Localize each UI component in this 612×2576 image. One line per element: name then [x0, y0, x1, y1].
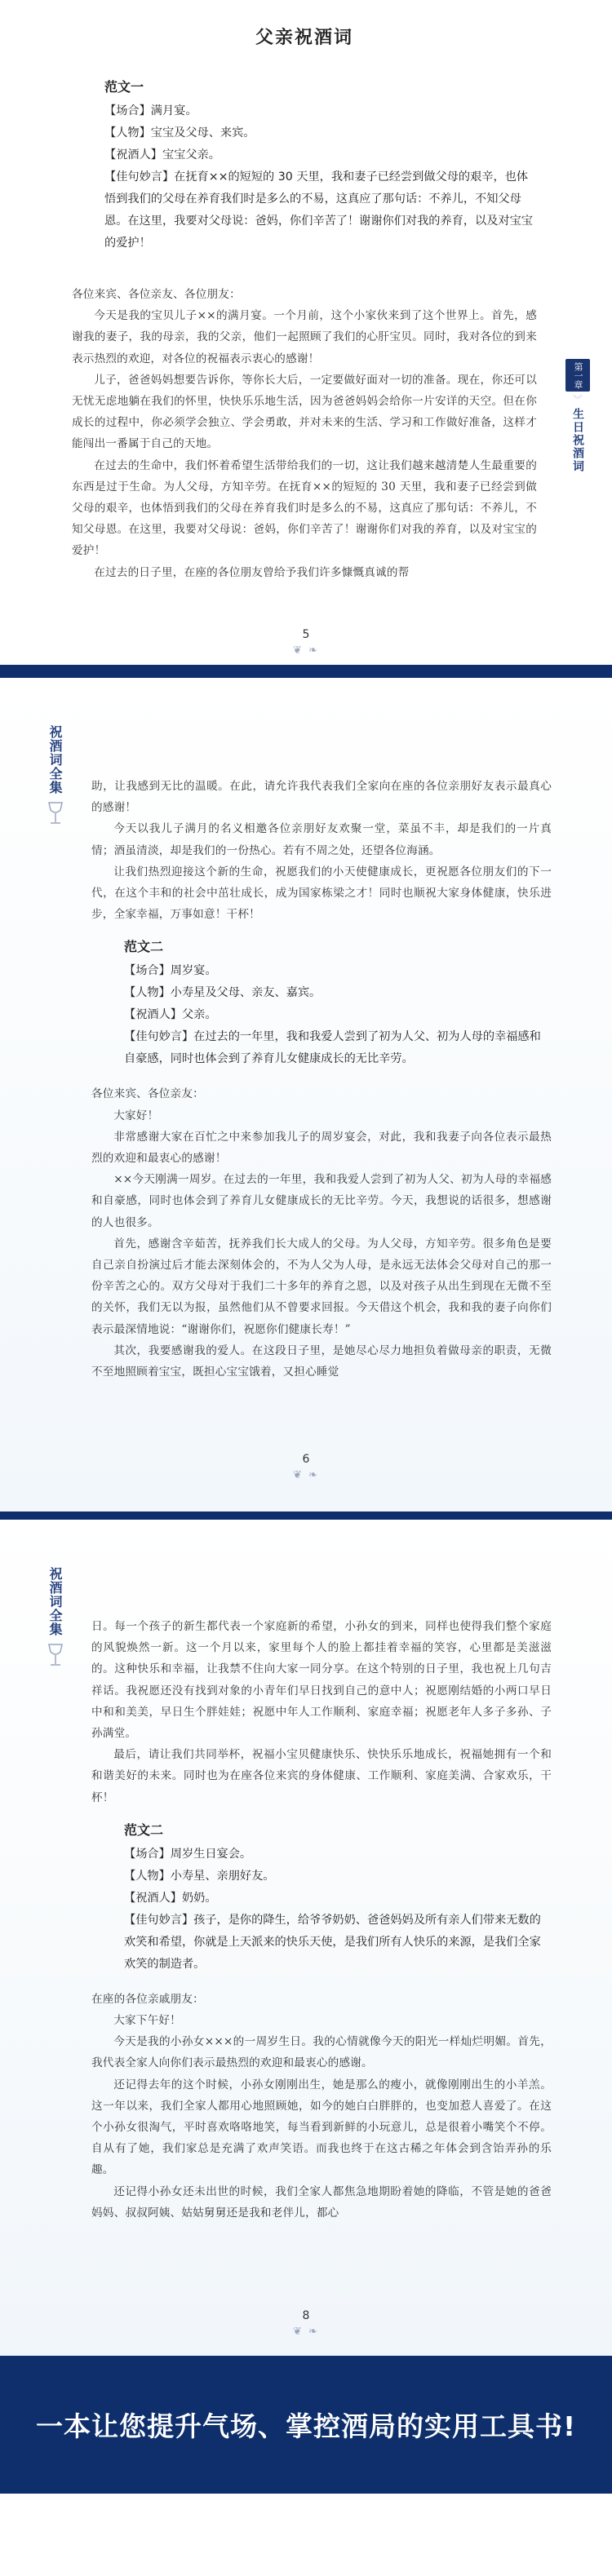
salutation: 在座的各位亲戚朋友：: [91, 1992, 204, 2006]
paragraph: ××今天刚满一周岁。在过去的一年里，我和我爱人尝到了初为人父、初为人母的幸福感和自豪感，同时也体会到了养育儿女健康成长的无比辛劳。今天，我想说的话很多，想感谢的人也很多。: [91, 1173, 552, 1229]
paragraph: 最后，请让我们共同举杯，祝福小宝贝健康快乐、快快乐乐地成长，祝福她拥有一个和和谐美好的未来。同时也为在座各位来宾的身体健康、工作顺利、家庭美满、合家欢乐，干杯！: [91, 1748, 552, 1804]
paragraph: 今天以我儿子满月的名义相邀各位亲朋好友欢聚一堂，菜虽不丰，却是我们的一片真情；酒虽清淡，却是我们的一份热心。若有不周之处，还望各位海涵。: [91, 822, 552, 857]
page-title: 父亲祝酒词: [255, 27, 353, 48]
chapter-tab: [565, 359, 591, 473]
info-people: 【人物】小寿星及父母、亲友、嘉宾。: [124, 986, 322, 1000]
paragraph: 其次，我要感谢我的爱人。在这段日子里，是她尽心尽力地担负着做母亲的职责，无微不至地照顾着宝宝，既担心宝宝饿着，又担心睡觉: [91, 1343, 552, 1379]
paragraph: 非常感谢大家在百忙之中来参加我儿子的周岁宴会，对此，我和我妻子向各位表示最热烈的欢迎和最衷心的感谢！: [91, 1130, 552, 1166]
paragraph: 让我们热烈迎接这个新的生命，祝愿我们的小天使健康成长，更祝愿各位朋友们的下一代，在这个丰和的社会中茁壮成长，成为国家栋梁之才！同时也顺祝大家身体健康，快乐进步，全家幸福，万事如意！干杯！: [91, 865, 552, 922]
info-toaster: 【祝酒人】宝宝父亲。: [104, 148, 220, 162]
chapter-label: 生日祝酒词: [571, 408, 584, 473]
wine-glass-icon: [47, 1643, 64, 1667]
section-heading: 范文二: [124, 939, 164, 955]
chapter-badge: 第一章: [565, 359, 590, 392]
speech-body: [72, 284, 537, 583]
paragraph: 还记得去年的这个时候，小孙女刚刚出生，她是那么的瘦小，就像刚刚出生的小羊羔。这一年以来，我们全家人都用心地照顾她，如今的她白白胖胖的，也变加惹人喜爱了。在这个小孙女很淘气，平时喜欢咯咯地笑，每当看到新鲜的小玩意儿，总是很着小嘴笑个不停。自从有了她，我们家总是充满了欢声笑语。而我也终于在这古稀之年体会到含饴弄孙的乐趣。: [91, 2078, 552, 2177]
paragraph: 在过去的日子里，在座的各位朋友曾给予我们许多慷慨真诚的帮: [94, 565, 410, 579]
info-occasion: 【场合】满月宴。: [104, 104, 197, 117]
info-quote: 【佳句妙言】在抚育××的短短的 30 天里，我和妻子已经尝到做父母的艰辛，也体悟到我们的父母在养育我们时是多么的不易，这真应了那句话：不养儿，不知父母恩。在这里，我要对父母说：爸妈，你们辛苦了！谢谢你们对我的养育，以及对宝宝的爱护！: [104, 170, 533, 250]
paragraph: 首先，感谢含辛茹苦，抚养我们长大成人的父母。为人父母，方知辛劳。很多角色是要自己亲自扮演过后才能去深刻体会的，不为人父为人母，是永远无法体会父母对自己的那一份辛苦之心的。双方父母对于我们二十多年的养育之恩，以及对孩子从出生到现在无微不至的关怀，我们无以为报，虽然他们从不曾要求回报。今天借这个机会，我和我的妻子向你们表示最深情地说：“谢谢你们，祝愿你们健康长寿！”: [91, 1237, 552, 1336]
book-title-vertical: 祝酒词全集: [47, 1567, 63, 1636]
book-page-8: [0, 1520, 612, 2356]
page-number: 6: [302, 1453, 310, 1466]
info-people: 【人物】宝宝及父母、来宾。: [104, 126, 255, 139]
book-spine-label: [46, 1567, 64, 1667]
info-toaster: 【祝酒人】父亲。: [124, 1008, 217, 1022]
book-page-6: [0, 678, 612, 1512]
wine-glass-icon: [47, 801, 64, 825]
book-page-5: [0, 0, 612, 665]
paragraph: 今天是我的宝贝儿子××的满月宴。一个月前，这个小家伙来到了这个世界上。首先，感谢我的妻子，我的母亲，我的父亲，他们一起照顾了我们的心肝宝贝。同时，我对各位的到来表示热烈的欢迎，对各位的祝福表示衷心的感谢！: [72, 309, 537, 365]
page-divider: [0, 665, 612, 678]
paragraph: 助，让我感到无比的温暖。在此，请允许我代表我们全家向在座的各位亲朋好友表示最真心的感谢！: [91, 780, 552, 815]
info-quote: 【佳句妙言】孩子，是你的降生，给爷爷奶奶、爸爸妈妈及所有亲人们带来无数的欢笑和希望，你就是上天派来的快乐天使，是我们所有人快乐的来源，是我们全家欢笑的制造者。: [124, 1913, 541, 1971]
paragraph: 儿子，爸爸妈妈想要告诉你，等你长大后，一定要做好面对一切的准备。现在，你还可以无忧无虑地躺在我们的怀里，快快乐乐地生活，因为爸爸妈妈会给你一片安详的天空。但在你成长的过程中，你必须学会独立、学会勇敢，并对未来的生活、学习和工作做好准备，这样才能闯出一番属于自己的天地。: [72, 373, 537, 451]
paragraph: 还记得小孙女还未出世的时候，我们全家人都焦急地期盼着她的降临，不管是她的爸爸妈妈、叔叔阿姨、姑姑舅舅还是我和老伴儿，都心: [91, 2184, 552, 2220]
greeting: 大家下午好！: [113, 2014, 181, 2028]
ornament-icon: ❦ ❧: [293, 644, 319, 657]
chevron-down-icon: ︾: [572, 394, 583, 405]
promo-banner: 一本让您提升气场、掌控酒局的实用工具书!: [0, 2356, 612, 2494]
salutation: 各位来宾、各位亲友、各位朋友：: [72, 288, 241, 301]
info-people: 【人物】小寿星、亲朋好友。: [124, 1869, 275, 1883]
info-quote: 【佳句妙言】在过去的一年里，我和我爱人尝到了初为人父、初为人母的幸福感和自豪感，同时也体会到了养育儿女健康成长的无比辛劳。: [124, 1030, 541, 1066]
info-box: [104, 100, 537, 255]
info-occasion: 【场合】周岁生日宴会。: [124, 1847, 252, 1861]
info-box: [124, 960, 552, 1070]
speech-body: [91, 1083, 552, 1383]
speech-body-continued: [91, 1520, 552, 1808]
speech-body-continued: [91, 678, 552, 925]
page-number: 8: [302, 2309, 310, 2322]
greeting: 大家好！: [113, 1109, 159, 1122]
book-title-vertical: 祝酒词全集: [47, 725, 63, 794]
salutation: 各位来宾、各位亲友：: [91, 1087, 204, 1101]
ornament-icon: ❦ ❧: [293, 2326, 319, 2338]
speech-body: [91, 1989, 552, 2224]
info-occasion: 【场合】周岁宴。: [124, 964, 217, 978]
paragraph: 今天是我的小孙女×××的一周岁生日。我的心情就像今天的阳光一样灿烂明媚。首先，我代表全家人向你们表示最热烈的欢迎和最衷心的感谢。: [91, 2035, 552, 2070]
section-heading: 范文二: [124, 1821, 164, 1838]
paragraph: 在过去的生命中，我们怀着希望生活带给我们的一切，这让我们越来越清楚人生最重要的东西是过于生命。为人父母，方知辛劳。在抚育××的短短的 30 天里，我和妻子已经尝到做父母的艰辛，也体悟到我们的父母在养育我们时是多么的不易，这真应了那句话：不养儿，不知父母恩。在这里，我要对父母说：爸妈，你们辛苦了！谢谢你们对我的养育，以及对宝宝的爱护！: [72, 458, 537, 558]
section-heading: 范文一: [104, 79, 144, 95]
book-spine-label: [46, 725, 64, 825]
ornament-icon: ❦ ❧: [293, 1469, 319, 1481]
paragraph: 日。每一个孩子的新生都代表一个家庭新的希望，小孙女的到来，同样也使得我们整个家庭的风貌焕然一新。这一个月以来，家里每个人的脸上都挂着幸福的笑容，心里都是美滋滋的。这种快乐和幸福，让我禁不住向大家一同分享。在这个特别的日子里，我也祝上几句吉祥话。我祝愿还没有找到对象的小青年们早日找到自己的意中人；祝愿刚结婚的小两口早日中和和美美，早日生个胖娃娃；祝愿中年人工作顺利、家庭幸福；祝愿老年人多子多孙、子孙满堂。: [91, 1620, 552, 1741]
page-divider: [0, 1512, 612, 1520]
info-toaster: 【祝酒人】奶奶。: [124, 1891, 217, 1905]
info-box: [124, 1843, 552, 1976]
page-number: 5: [302, 628, 310, 641]
